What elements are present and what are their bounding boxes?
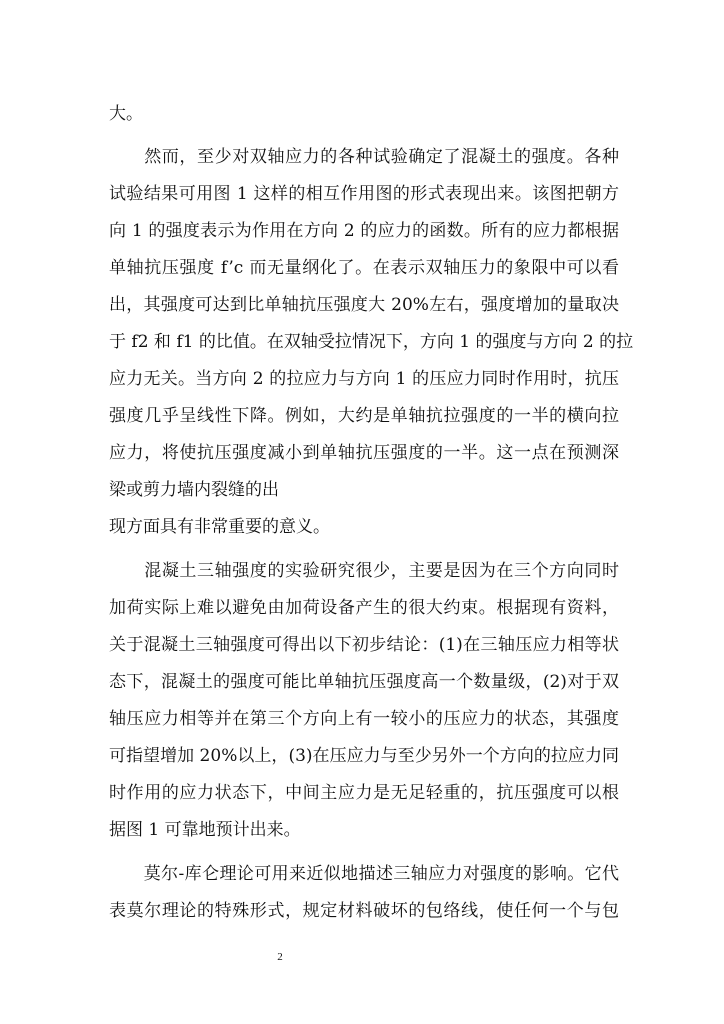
text-line: 关于混凝土三轴强度可得出以下初步结论：(1)在三轴压应力相等状: [109, 635, 619, 655]
text-line: 出，其强度可达到比单轴抗压强度大 20%左右，强度增加的量取决: [109, 295, 619, 315]
text-line: 试验结果可用图 1 这样的相互作用图的形式表现出来。该图把朝方: [109, 184, 619, 204]
text-line: 应力，将使抗压强度减小到单轴抗压强度的一半。这一点在预测深: [109, 443, 619, 463]
text-line: 单轴抗压强度 f’c 而无量纲化了。在表示双轴压力的象限中可以看: [109, 258, 619, 278]
text-line: 应力无关。当方向 2 的拉应力与方向 1 的压应力同时作用时，抗压: [109, 369, 619, 389]
text-line: 现方面具有非常重要的意义。: [109, 517, 330, 537]
text-line: 态下，混凝土的强度可能比单轴抗压强度高一个数量级，(2)对于双: [109, 672, 619, 692]
text-line: 莫尔-库仑理论可用来近似地描述三轴应力对强度的影响。它代: [109, 864, 619, 884]
text-line: 大。: [109, 104, 143, 124]
text-line: 梁或剪力墙内裂缝的出: [109, 480, 279, 500]
page-number: 2: [277, 951, 283, 963]
text-line: 表莫尔理论的特殊形式，规定材料破坏的包络线，使任何一个与包: [109, 901, 619, 921]
text-line: 于 f2 和 f1 的比值。在双轴受拉情况下，方向 1 的强度与方向 2 的拉: [109, 332, 634, 352]
text-line: 据图 1 可靠地预计出来。: [109, 820, 301, 840]
text-line: 向 1 的强度表示为作用在方向 2 的应力的函数。所有的应力都根据: [109, 221, 619, 241]
text-line: 可指望增加 20%以上，(3)在压应力与至少另外一个方向的拉应力同: [109, 746, 619, 766]
text-line: 轴压应力相等并在第三个方向上有一较小的压应力的状态，其强度: [109, 709, 619, 729]
text-line: 强度几乎呈线性下降。例如，大约是单轴抗拉强度的一半的横向拉: [109, 406, 619, 426]
text-line: 加荷实际上难以避免由加荷设备产生的很大约束。根据现有资料，: [109, 598, 619, 618]
text-line: 然而，至少对双轴应力的各种试验确定了混凝土的强度。各种: [109, 147, 619, 167]
text-line: 时作用的应力状态下，中间主应力是无足轻重的，抗压强度可以根: [109, 783, 619, 803]
text-line: 混凝土三轴强度的实验研究很少，主要是因为在三个方向同时: [109, 561, 619, 581]
